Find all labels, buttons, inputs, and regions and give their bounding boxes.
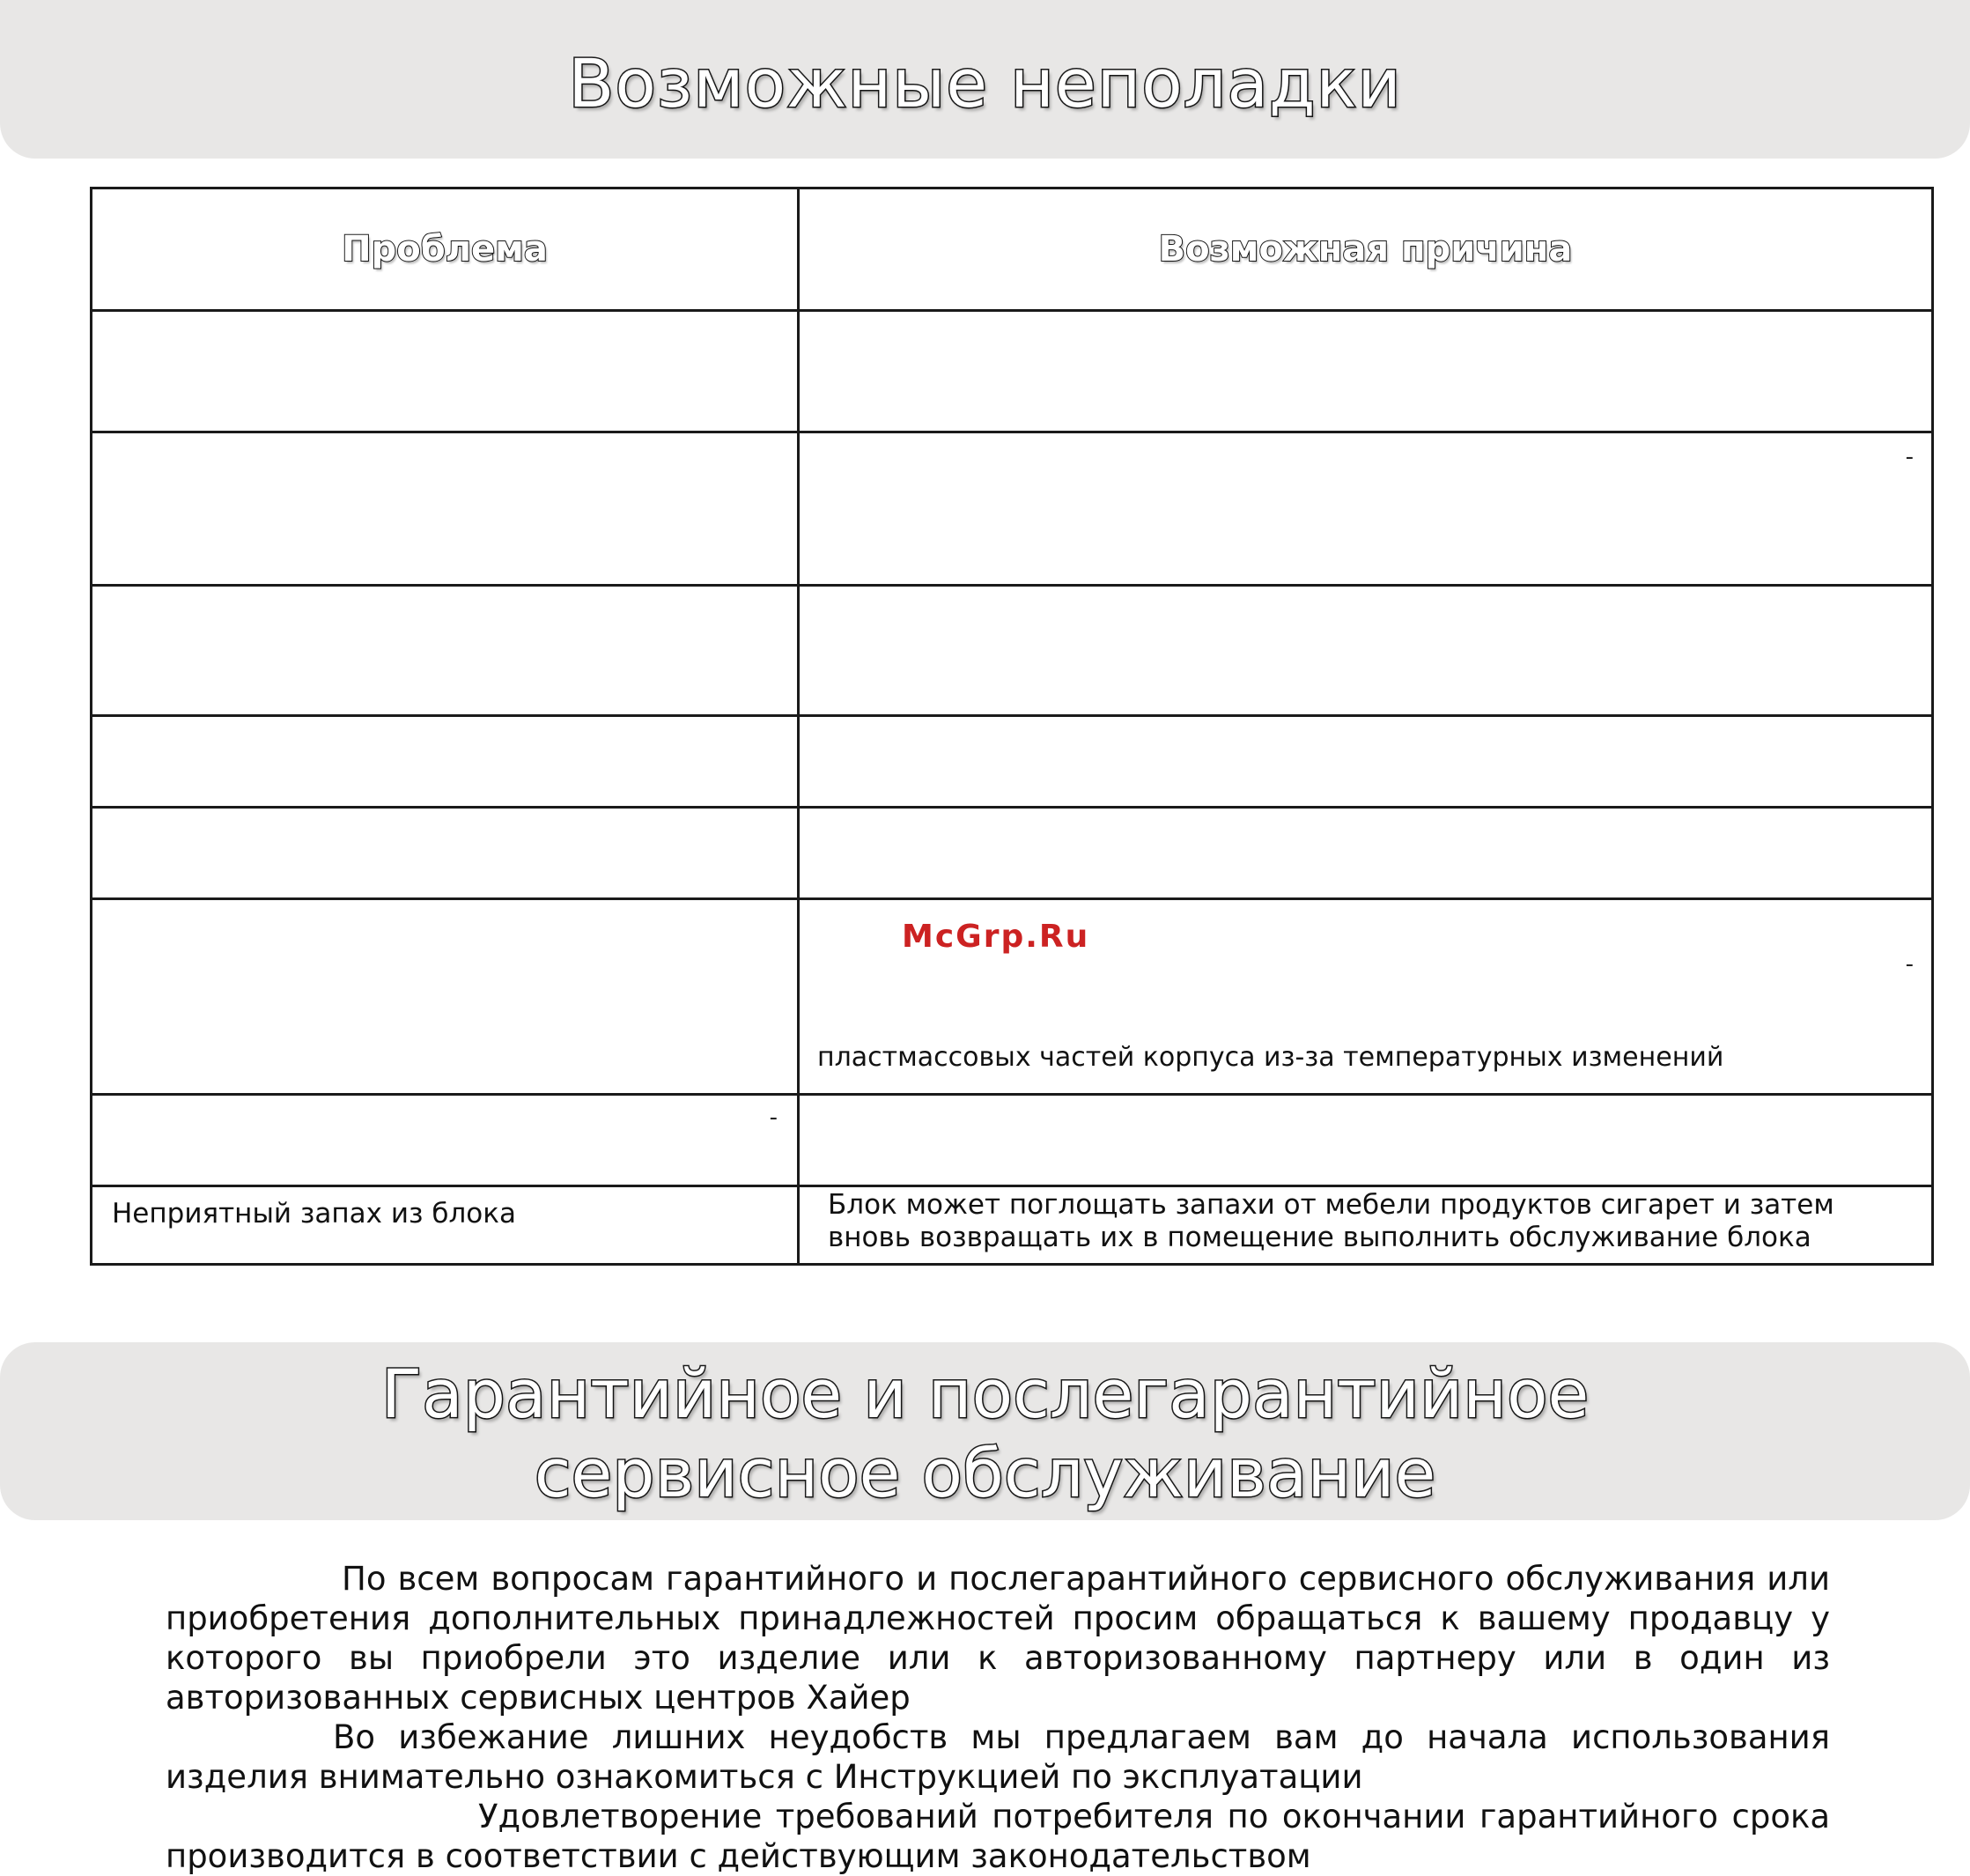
table-row xyxy=(92,586,1933,716)
section-title-service: Гарантийное и послегарантийное сервисное обслуживание xyxy=(380,1355,1590,1512)
paragraph-service-contacts: По всем вопросам гарантийного и послегарантийного сервисного обслуживания или приобретения дополнительных принадлежностей просим обращаться к вашему продавцу у которого вы приобрели это изделие или к авторизованному партнеру или в один из авторизованных сервисных центров Хайер xyxy=(166,1560,1830,1717)
problem-cell xyxy=(92,432,799,586)
cause-cell xyxy=(799,808,1933,899)
problem-cell xyxy=(92,1095,799,1186)
table-row xyxy=(92,808,1933,899)
section-title-troubleshooting: Возможные неполадки xyxy=(568,44,1402,122)
table-header-row xyxy=(92,188,1933,311)
problem-cell xyxy=(92,716,799,808)
table-row xyxy=(92,716,1933,808)
problem-cell xyxy=(92,899,799,1095)
problem-cell xyxy=(92,586,799,716)
problem-cell xyxy=(92,808,799,899)
dash-mark: - xyxy=(769,1104,778,1131)
cause-text-line-2: вновь возвращать их в помещение выполнить обслуживание блока xyxy=(828,1222,1811,1253)
watermark: McGrp.Ru xyxy=(902,919,1090,955)
table-row xyxy=(92,311,1933,432)
cause-text-line-1: Блок может поглощать запахи от мебели продуктов сигарет и затем xyxy=(828,1189,1834,1221)
paragraph-legislation: Удовлетворение требований потребителя по окончании гарантийного срока производится в соответствии с действующим законодательством xyxy=(166,1798,1830,1875)
dash-mark: - xyxy=(1905,444,1914,470)
paragraph-read-manual: Во избежание лишних неудобств мы предлагаем вам до начала использования изделия внимательно ознакомиться с Инструкцией по эксплуатации xyxy=(166,1718,1830,1796)
column-header-cause: Возможная причина xyxy=(799,188,1933,311)
problem-cell xyxy=(92,311,799,432)
cause-cell xyxy=(799,1095,1933,1186)
troubleshooting-table xyxy=(90,187,1934,1266)
cause-text: пластмассовых частей корпуса из-за температурных изменений xyxy=(817,1042,1724,1073)
column-header-problem: Проблема xyxy=(92,188,799,311)
table-row xyxy=(92,1095,1933,1186)
problem-text: Неприятный запах из блока xyxy=(112,1198,516,1230)
table-row xyxy=(92,1186,1933,1265)
table-row xyxy=(92,432,1933,586)
cause-cell xyxy=(799,311,1933,432)
cause-cell xyxy=(799,432,1933,586)
cause-cell xyxy=(799,586,1933,716)
dash-mark: - xyxy=(1905,951,1914,978)
cause-cell xyxy=(799,716,1933,808)
cause-cell xyxy=(799,1186,1933,1265)
problem-cell xyxy=(92,1186,799,1265)
